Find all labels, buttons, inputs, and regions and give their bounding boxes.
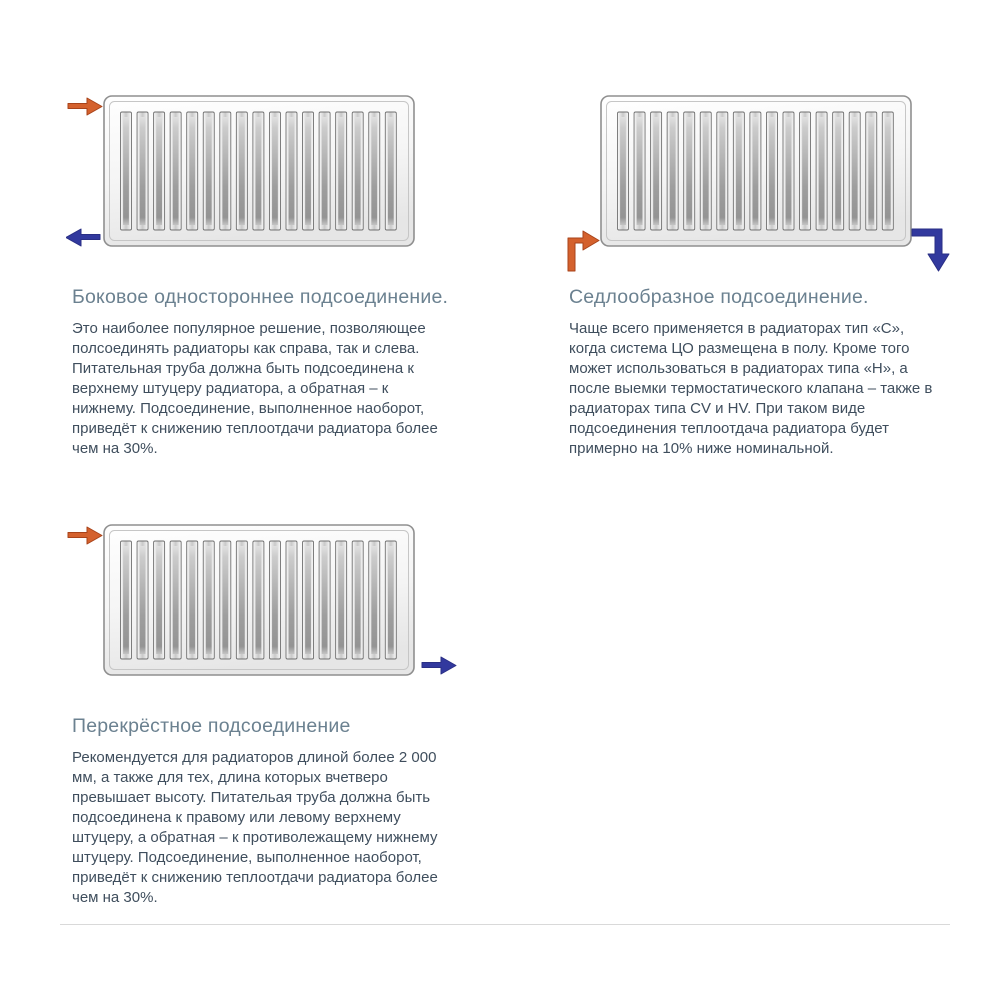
radiator-illustration xyxy=(104,96,414,246)
cross-connection-diagram xyxy=(66,517,480,705)
empty-grid-cell xyxy=(563,517,977,908)
supply-flow-arrow-icon xyxy=(68,98,102,115)
return-flow-arrow-icon xyxy=(912,229,949,271)
section-heading: Седлообразное подсоединение. xyxy=(569,286,869,308)
sections-grid xyxy=(66,88,980,908)
supply-flow-arrow-icon xyxy=(568,231,599,271)
radiator-illustration xyxy=(104,525,414,675)
section-heading: Перекрёстное подсоединение xyxy=(72,715,351,737)
section-heading: Боковое одностороннее подсоединение. xyxy=(72,286,449,308)
radiator-illustration xyxy=(601,96,911,246)
radiator-diagram-side xyxy=(66,88,480,276)
return-flow-arrow-icon xyxy=(422,657,456,674)
section-side-connection xyxy=(66,88,480,459)
bottom-divider xyxy=(60,924,950,925)
section-body: Чаще всего применяется в радиаторах тип «С», когда система ЦО размещена в полу. Кроме того может использоваться в радиаторах типа «Н», а после выемки термостатического клапана – также в радиаторах типа CV и HV. При таком виде подсоединения теплоотдача радиатора будет примерно на 10% ниже номинальной. xyxy=(569,320,933,457)
return-flow-arrow-icon xyxy=(66,229,100,246)
section-cross-connection xyxy=(66,517,480,908)
radiator-diagram-cross xyxy=(66,517,480,705)
section-body: Рекомендуется для радиаторов длиной более 2 000 мм, а также для тех, длина которых вчетверо превышает высоту. Питательая труба должна быть подсоединена к правому или левому верхнему штуцеру, а обратная – к противолежащему нижнему штуцеру. Подсоединение, выполненное наоборот, приведёт к снижению теплоотдачи радиатора более чем на 30%. xyxy=(72,749,438,906)
section-body: Это наиболее популярное решение, позволяющее полсоединять радиаторы как справа, так и слева. Питательная труба должна быть подсоединена к верхнему штуцеру радиатора, а обратная – к нижнему. Подсоединение, выполненное наоборот, приведёт к снижению теплоотдачи радиатора более чем на 30%. xyxy=(72,320,438,457)
radiator-diagram-saddle xyxy=(563,88,977,276)
saddle-connection-diagram xyxy=(563,88,977,276)
side-connection-diagram xyxy=(66,88,480,276)
supply-flow-arrow-icon xyxy=(68,527,102,544)
section-saddle-connection xyxy=(563,88,977,459)
